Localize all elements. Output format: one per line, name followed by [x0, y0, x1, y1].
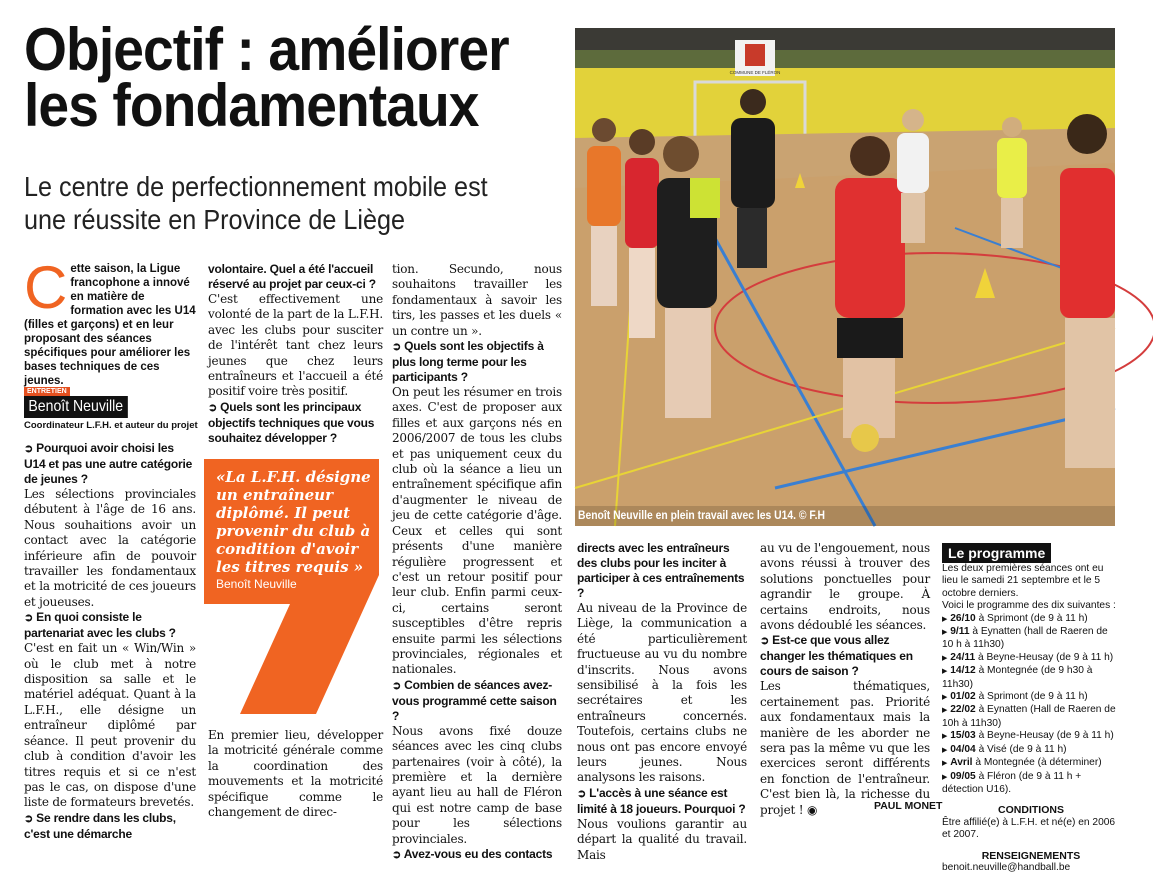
column-5	[760, 541, 930, 818]
triangle-icon: ▶	[942, 629, 948, 637]
arrow-icon: ➲	[24, 443, 34, 455]
photo-caption: Benoît Neuville en plein travail avec les U14. © F.H	[578, 510, 825, 522]
question: ➲ En quoi consiste le partenariat avec les clubs ?	[24, 610, 176, 641]
headline: Objectif : améliorer les fondamentaux	[24, 16, 509, 139]
triangle-icon: ▶	[942, 733, 948, 741]
author-signature: PAUL MONET	[874, 800, 943, 812]
banner-text: COMMUNE DE FLÉRON	[729, 70, 781, 75]
training-photo	[575, 28, 1115, 526]
arrow-icon: ➲	[24, 812, 34, 825]
question: ➲ Avez-vous eu des contacts	[392, 847, 553, 861]
interviewee-role: Coordinateur L.F.H. et auteur du projet	[24, 420, 198, 431]
end-mark-icon: ◉	[806, 802, 818, 817]
entretien-tag: ENTRETIEN	[24, 387, 70, 396]
column-2-bottom	[208, 728, 383, 820]
intro-text: ette saison, la Ligue francophone a innové en matière de formation avec les U14 (filles et garçons) et en leur proposant des séances spécifiques pour améliorer les bases techniques de ces jeunes.	[24, 263, 196, 387]
answer: Les sélections provinciales débutent à l'âge de 16 ans. Nous souhaitions avoir un contact avec la catégorie inférieure afin de pouvoir travailler les fondamentaux et la motricité de ces joueurs et joueuses.	[24, 487, 196, 609]
info-title: RENSEIGNEMENTS	[981, 849, 1081, 862]
programme-item: ▶ 24/11 à Beyne-Heusay (de 9 à 11 h)	[942, 651, 1114, 663]
programme-item: ▶ 09/05 à Fléron (de 9 à 11 h + détection U16).	[942, 770, 1082, 795]
drop-cap: C	[24, 254, 68, 321]
triangle-icon: ▶	[942, 694, 948, 702]
programme-item: ▶ 26/10 à Sprimont (de 9 à 11 h)	[942, 612, 1088, 624]
question: ➲ L'accès à une séance est limité à 18 joueurs. Pourquoi ?	[577, 785, 746, 816]
arrow-icon: ➲	[760, 635, 770, 648]
arrow-icon: ➲	[392, 849, 402, 861]
info-email: benoit.neuville@handball.be	[942, 861, 1071, 873]
conditions-text: Être affilié(e) à L.F.H. et né(e) en 2006 et 2007.	[942, 816, 1116, 841]
question: ➲ Est-ce que vous allez changer les thématiques en cours de saison ?	[760, 633, 913, 679]
programme-item: ▶ 9/11 à Eynatten (hall de Raeren de 10 h à 11h30)	[942, 626, 1108, 651]
column-4	[577, 541, 747, 863]
answer: Au niveau de la Province de Liège, la communication a été particulièrement fructueuse au vu du nombre d'inscrits. Nous avons sensibilisé à la fois les secrétaires et les entraîneurs concernés. Toutefois, certains clubs ne nous ont pas encore envoyé leurs jeunes. Nous analysons les raisons.	[577, 601, 747, 785]
interviewee-name: Benoît Neuville	[24, 396, 128, 418]
programme-item: ▶ 15/03 à Beyne-Heusay (de 9 à 11 h)	[942, 730, 1114, 742]
programme-item: ▶ 04/04 à Visé (de 9 à 11 h)	[942, 743, 1067, 755]
conditions-title: CONDITIONS	[998, 804, 1064, 817]
question: volontaire. Quel a été l'accueil réservé au projet par ceux-ci ?	[208, 262, 376, 291]
question: ➲ Quels sont les principaux objectifs techniques que vous souhaitez développer ?	[208, 399, 375, 445]
question: ➲ Pourquoi avoir choisi les U14 et pas une autre catégorie de jeunes ?	[24, 441, 193, 486]
answer: On peut les résumer en trois axes. C'est de proposer aux filles et aux garçons nés en 2006/2007 de tous les clubs et pas uniquement ceux du club où la séance a lieu un entraînement spécifique afin d'augmenter le niveau de jeu de cette catégorie d'âge. Ceux et celles qui sont présents d'une manière régulière progressent et c'est un retour positif pour leur club. Enfin parmi ceux-ci, certains seront susceptibles d'être repris ensuite parmi les sélections provinciales, régionales et nationales.	[392, 385, 562, 677]
programme-list	[942, 613, 1120, 797]
programme-item: ▶ 01/02 à Sprimont (de 9 à 11 h)	[942, 691, 1088, 703]
answer: En premier lieu, développer la motricité générale comme la coordination des mouvements et la motricité spécifique comme le changement de direc-	[208, 728, 383, 820]
pull-quote-text: «La L.F.H. désigne un entraîneur diplômé. Il peut provenir du club à condition d'avoir les titres requis »	[216, 468, 371, 576]
subheadline: Le centre de perfectionnement mobile est une réussite en Province de Liège	[24, 171, 488, 235]
programme-item: ▶ Avril à Montegnée (à déterminer)	[942, 757, 1102, 769]
question: ➲ Combien de séances avez-vous programmé cette saison ?	[392, 677, 557, 723]
triangle-icon: ▶	[942, 760, 948, 768]
arrow-icon: ➲	[392, 679, 402, 692]
answer: Les thématiques, certainement pas. Priorité aux fondamentaux mais la manière de les aborder ne sera pas la même vu que les exercices seront différents en fonction de l'entraîneur. C'est bien là, la richesse du projet ! ◉	[760, 679, 930, 817]
intro-lead	[24, 254, 196, 388]
arrow-icon: ➲	[208, 401, 218, 414]
question: ➲ Quels sont les objectifs à plus long terme pour les participants ?	[392, 339, 544, 385]
question: directs avec les entraîneurs des clubs pour les inciter à participer à ces entraînements ?	[577, 541, 745, 600]
programme-title: Le programme	[942, 543, 1051, 563]
pull-quote-author: Benoît Neuville	[216, 577, 297, 591]
arrow-icon: ➲	[24, 612, 34, 625]
triangle-icon: ▶	[942, 654, 948, 662]
programme-intro: Les deux premières séances ont eu lieu le samedi 21 septembre et le 5 octobre derniers.	[942, 563, 1104, 599]
answer: au vu de l'engouement, nous avons réussi à trouver des solutions ponctuelles pour agrandir le groupe. À certains endroits, nous avons dédoublé les séances.	[760, 541, 930, 633]
programme-item: ▶ 14/12 à Montegnée (de 9 h30 à 11h30)	[942, 665, 1093, 690]
column-1	[24, 441, 196, 842]
answer: tion. Secundo, nous souhaitons travailler les fondamentaux à savoir les tirs, les passes et les duels « un contre un ».	[392, 262, 562, 338]
answer: C'est effectivement une volonté de la part de la L.F.H. avec les clubs pour susciter de l'intérêt tant chez leurs jeunes que chez leurs entraîneurs et l'accueil a été positif voire très positif.	[208, 292, 383, 399]
answer: Nous voulions garantir au départ la qualité du travail. Mais	[577, 816, 747, 862]
arrow-icon: ➲	[577, 787, 587, 800]
triangle-icon: ▶	[942, 668, 948, 676]
arrow-icon: ➲	[392, 341, 402, 354]
programme-box	[942, 563, 1120, 874]
triangle-icon: ▶	[942, 615, 948, 623]
programme-item: ▶ 22/02 à Eynatten (Hall de Raeren de 10h à 11h30)	[942, 704, 1116, 729]
answer: C'est en fait un « Win/Win » où le club met à notre disposition sa salle et le matériel adéquat. Quant à la L.F.H., elle désigne un entraîneur diplômé par séance. Il peut provenir du club à condition d'avoir les titres requis et si ce n'est pas le cas, on dispose d'une liste de formateurs brevetés.	[24, 641, 196, 810]
column-2-top	[208, 262, 383, 446]
triangle-icon: ▶	[942, 707, 948, 715]
programme-list-intro: Voici le programme des dix suivantes :	[942, 600, 1116, 612]
question: ➲ Se rendre dans les clubs, c'est une démarche	[24, 810, 176, 841]
triangle-icon: ▶	[942, 773, 948, 781]
triangle-icon: ▶	[942, 746, 948, 754]
answer: Nous avons fixé douze séances avec les cinq clubs partenaires (voir à côté), la première et la dernière ayant lieu au hall de Fléron qui est notre camp de base pour les sélections provinciales.	[392, 723, 562, 846]
column-3	[392, 262, 562, 863]
